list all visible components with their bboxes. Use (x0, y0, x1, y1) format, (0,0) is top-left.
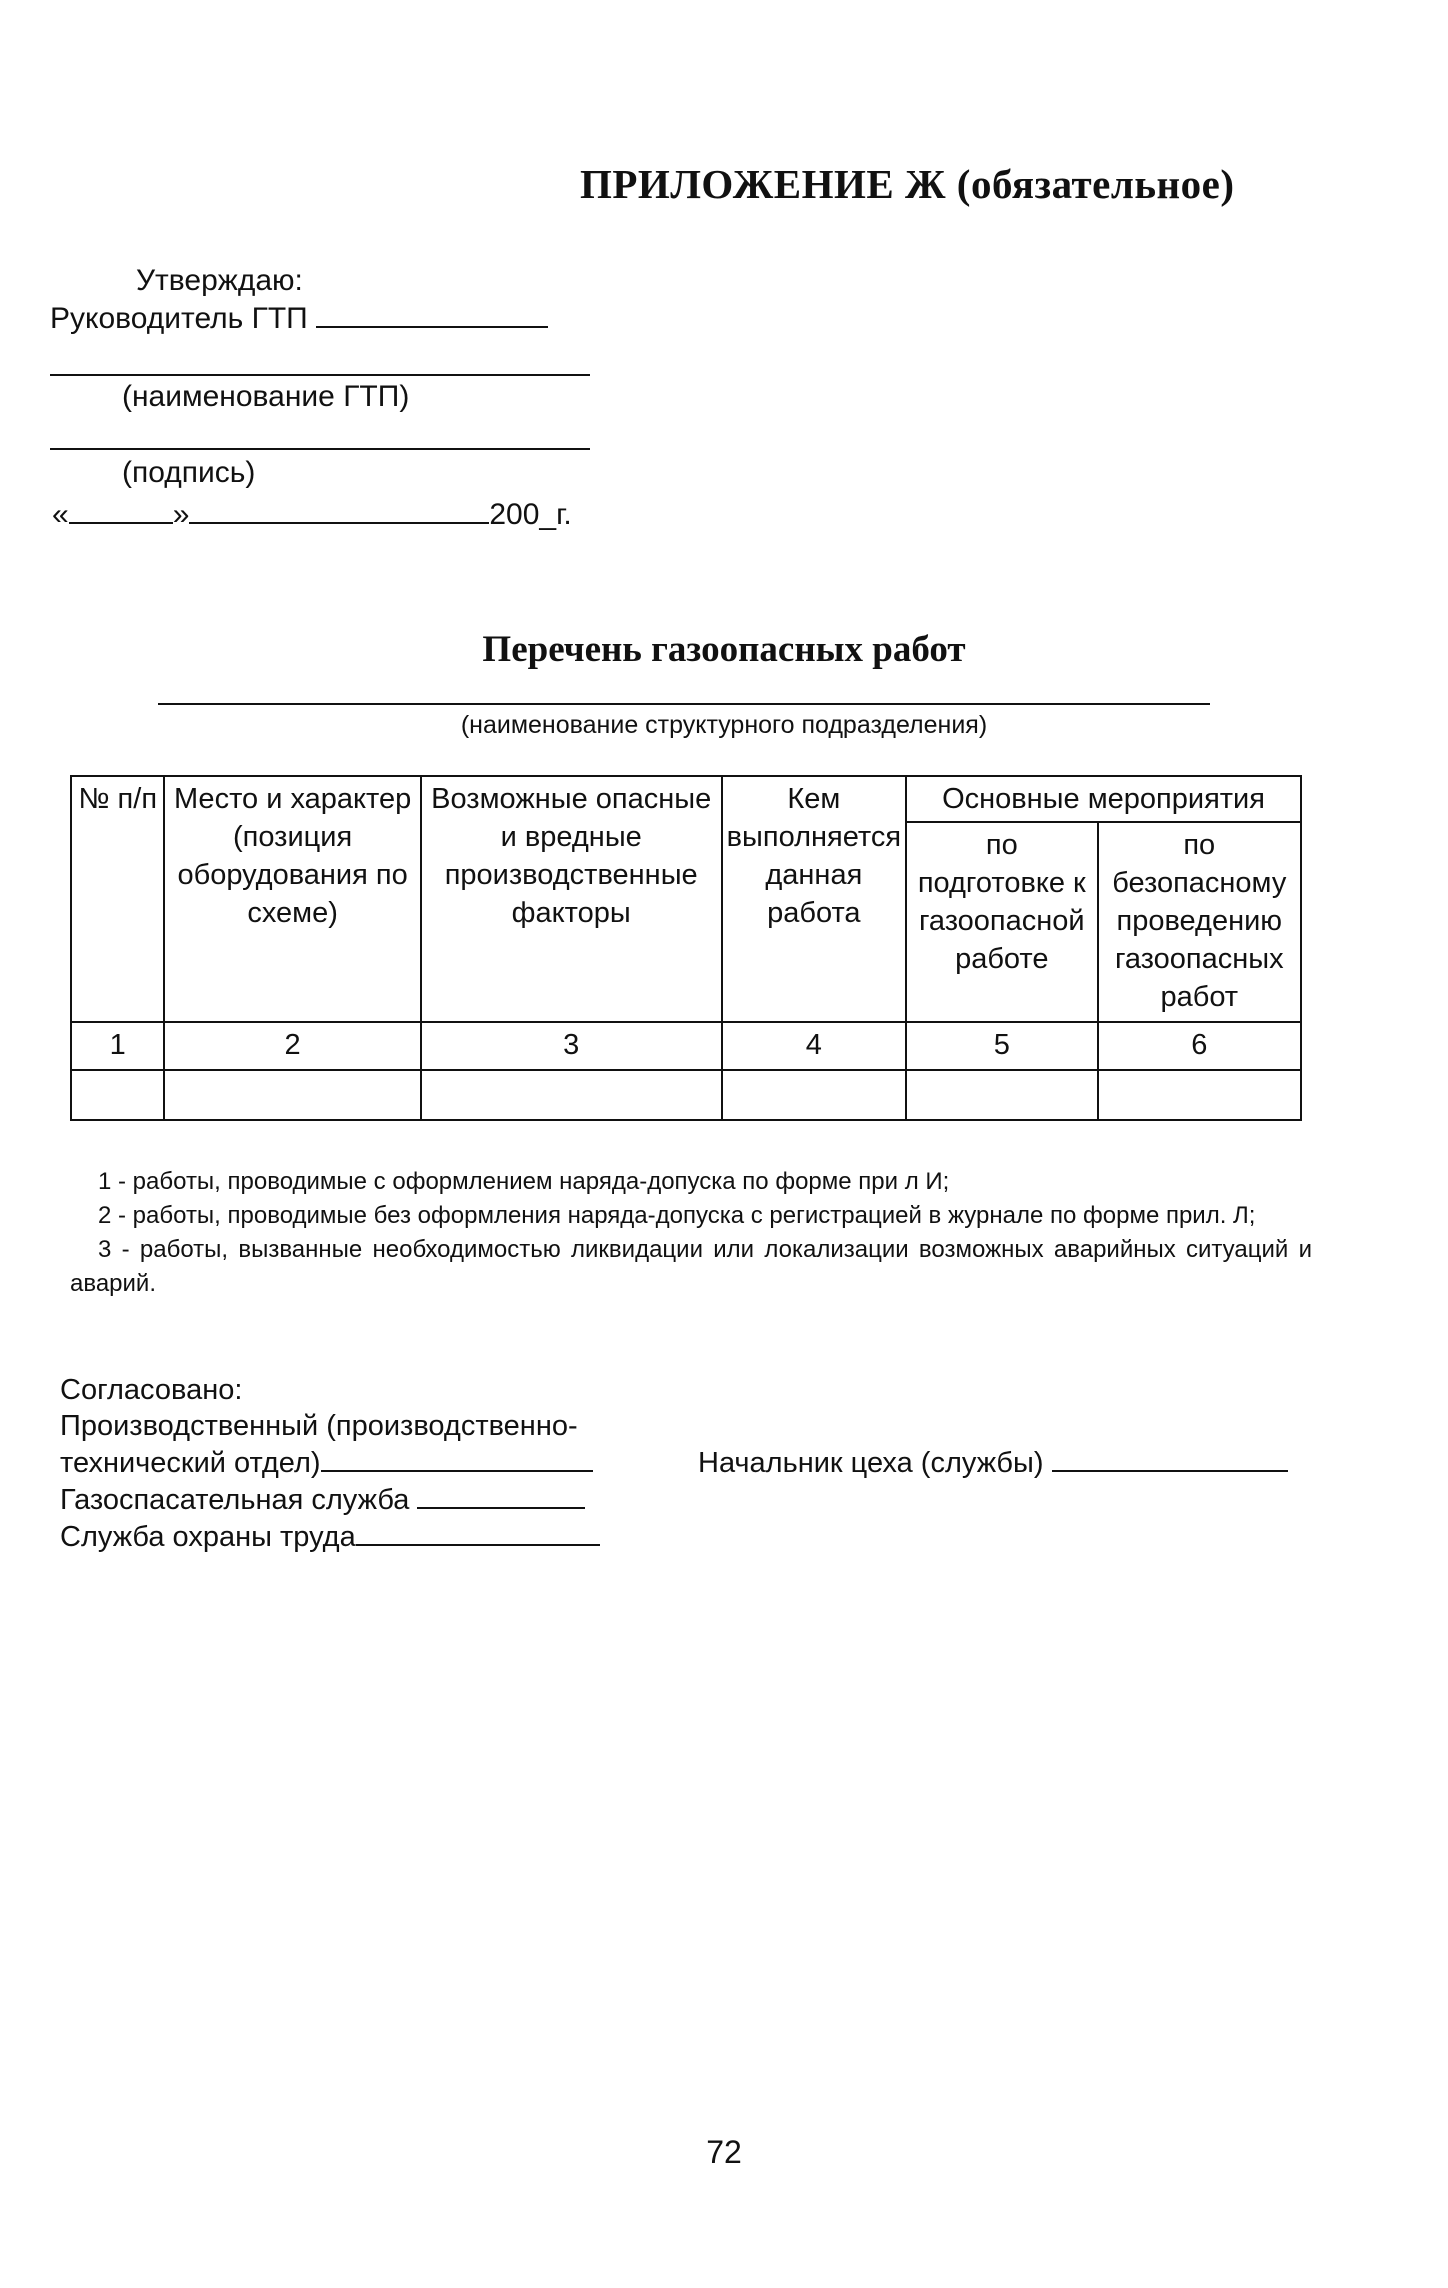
gas-rescue-line (60, 1481, 1360, 1518)
labor-safety-label: Служба охраны труда (60, 1521, 356, 1553)
labor-safety-line (60, 1518, 1360, 1555)
header-hazards: Возможные опасные и вредные производственные факторы (421, 776, 722, 1022)
approval-block (50, 262, 610, 338)
table-cell (71, 1070, 164, 1120)
head-label: Руководитель ГТП (50, 302, 308, 335)
date-line (52, 496, 572, 532)
head-line (50, 300, 610, 338)
subdivision-rule (158, 703, 1210, 705)
signature-rule (50, 448, 590, 450)
works-table (70, 775, 1302, 1121)
note-item: 1 - работы, проводимые с оформлением наряда-допуска по форме при л И; (98, 1168, 950, 1195)
notes (70, 1165, 1312, 1301)
head-signature-blank (316, 300, 548, 328)
shop-chief-line (698, 1444, 1288, 1480)
column-number: 4 (722, 1022, 906, 1070)
header-num: № п/п (71, 776, 164, 1022)
page-number: 72 (706, 2134, 742, 2170)
column-numbers-row (71, 1022, 1301, 1070)
gas-rescue-label: Газоспасательная служба (60, 1484, 410, 1516)
date-month-blank (189, 496, 489, 524)
header-performer: Кем выполняется данная работа (722, 776, 906, 1022)
table-header-row (71, 776, 1301, 822)
approve-label: Утверждаю: (136, 264, 303, 297)
document-title: Перечень газоопасных работ (482, 629, 966, 670)
note-item: 3 - работы, вызванные необходимостью ликвидации или локализации возможных аварийных ситуаций и аварий. (70, 1236, 1312, 1297)
production-dept-line1: Производственный (производственно- (60, 1410, 578, 1442)
production-dept-blank (321, 1444, 593, 1472)
gtp-name-caption: (наименование ГТП) (122, 380, 410, 413)
agreed-label: Согласовано: (60, 1374, 243, 1406)
header-measures: Основные мероприятия (906, 776, 1301, 822)
table-cell (164, 1070, 420, 1120)
column-number: 3 (421, 1022, 722, 1070)
date-day-blank (69, 496, 173, 524)
appendix-title: ПРИЛОЖЕНИЕ Ж (обязательное) (580, 161, 1235, 207)
table-cell (722, 1070, 906, 1120)
date-year: 200_г. (489, 498, 572, 531)
table-cell (906, 1070, 1098, 1120)
column-number: 2 (164, 1022, 420, 1070)
header-place: Место и характер (позиция оборудования по схеме) (164, 776, 420, 1022)
shop-chief-label: Начальник цеха (службы) (698, 1447, 1044, 1479)
gas-rescue-blank (417, 1481, 585, 1509)
date-close-quote: » (172, 498, 190, 531)
subdivision-caption: (наименование структурного подразделения) (460, 711, 988, 739)
column-number: 6 (1098, 1022, 1301, 1070)
table-cell (421, 1070, 722, 1120)
table-row (71, 1070, 1301, 1120)
header-preparation: по подготовке к газоопасной работе (906, 822, 1098, 1022)
labor-safety-blank (356, 1518, 600, 1546)
note-item: 2 - работы, проводимые без оформления наряда-допуска с регистрацией в журнале по форме прил. Л; (98, 1202, 1256, 1229)
production-dept-label: технический отдел) (60, 1447, 321, 1479)
gtp-name-rule (50, 374, 590, 376)
header-safe-conduct: по безопасному проведению газоопасных работ (1098, 822, 1301, 1022)
date-open-quote: « (52, 498, 69, 531)
table-cell (1098, 1070, 1301, 1120)
column-number: 5 (906, 1022, 1098, 1070)
column-number: 1 (71, 1022, 164, 1070)
shop-chief-blank (1052, 1444, 1288, 1472)
signature-caption: (подпись) (122, 456, 256, 489)
